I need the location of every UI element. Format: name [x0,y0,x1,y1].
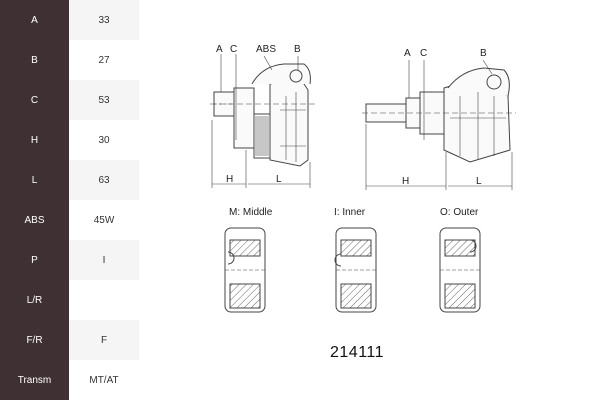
label-l: L [476,176,482,187]
spec-key: H [0,120,69,160]
label-c: C [230,44,238,55]
spec-value: I [69,240,139,280]
spec-key: B [0,40,69,80]
section-outer-label: O: Outer [440,207,479,218]
spec-key: L/R [0,280,69,320]
spec-table [0,0,139,400]
spec-key: P [0,240,69,280]
spec-row-p [0,240,139,280]
right-joint-drawing [362,60,516,190]
spec-row-l [0,160,139,200]
spec-key: C [0,80,69,120]
spec-row-c [0,80,139,120]
spec-key: L [0,160,69,200]
spec-value: MT/AT [69,360,139,400]
label-abs: ABS [256,44,277,55]
label-l: L [276,174,282,185]
spec-value: 63 [69,160,139,200]
spec-value: 33 [69,0,139,40]
spec-row-a [0,0,139,40]
spec-row-h [0,120,139,160]
spec-row-abs [0,200,139,240]
label-c: C [420,48,428,59]
label-a: A [404,48,411,59]
spec-row-transm [0,360,139,400]
spec-key: A [0,0,69,40]
spec-row-lr [0,280,139,320]
label-a: A [216,44,223,55]
spec-value: F [69,320,139,360]
section-middle-label: M: Middle [229,207,273,218]
section-inner-label: I: Inner [334,207,366,218]
spec-value: 53 [69,80,139,120]
part-number: 214111 [330,344,385,361]
section-middle [225,228,265,312]
spec-value [69,280,139,320]
section-outer [440,228,480,312]
spec-value: 30 [69,120,139,160]
drawing-canvas [139,0,600,400]
section-inner [335,228,376,312]
spec-value: 45W [69,200,139,240]
spec-key: ABS [0,200,69,240]
spec-value: 27 [69,40,139,80]
left-joint-drawing [210,54,318,188]
spec-key: Transm [0,360,69,400]
technical-drawing [139,0,600,400]
label-b: B [480,48,487,59]
label-h: H [402,176,410,187]
spec-row-fr [0,320,139,360]
label-b: B [294,44,301,55]
label-h: H [226,174,234,185]
spec-key: F/R [0,320,69,360]
spec-row-b [0,40,139,80]
